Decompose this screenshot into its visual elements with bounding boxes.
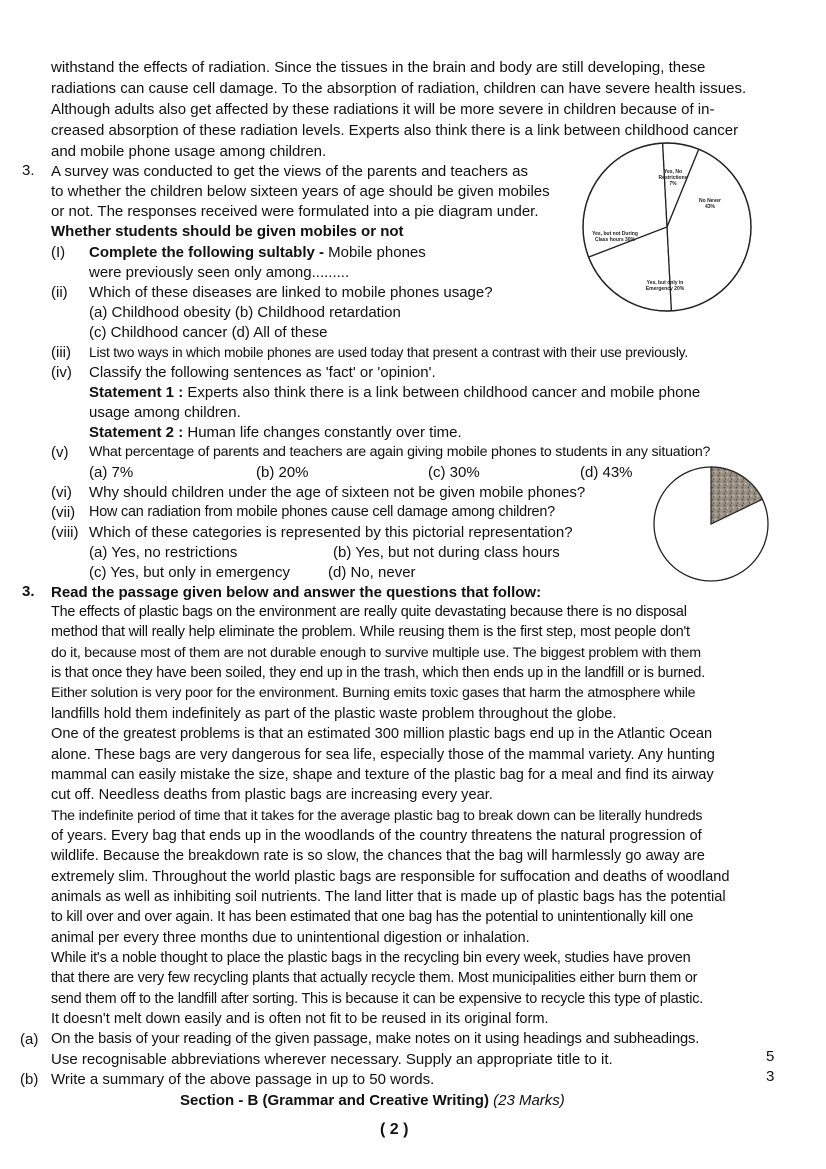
option-d: (d) 43% bbox=[580, 464, 633, 481]
passage-line: The indefinite period of time that it takes for the average plastic bag to break down can be literally hundreds bbox=[51, 807, 703, 824]
passage-question-text: Write a summary of the above passage in up to 50 words. bbox=[51, 1071, 435, 1088]
passage-line: cut off. Needless deaths from plastic bags are increasing every year. bbox=[51, 787, 493, 804]
question-number: 3. bbox=[22, 162, 35, 179]
statement-1 bbox=[89, 383, 700, 402]
passage-line: send them off to the landfill after sorting. This is because it can be expensive to recycle this type of plastic. bbox=[51, 990, 703, 1007]
survey-intro-line: A survey was conducted to get the views of the parents and teachers as bbox=[51, 163, 528, 180]
intro-line: Although adults also get affected by these radiations it will be more severe in children because of in- bbox=[51, 101, 715, 118]
intro-line: and mobile phone usage among children. bbox=[51, 143, 327, 160]
question-number: 3. bbox=[22, 583, 35, 600]
passage-line: that there are very few recycling plants that actually recycle them. Most municipalities either burn them or bbox=[51, 970, 698, 987]
statement-text: Experts also think there is a link between childhood cancer and mobile phone bbox=[183, 384, 701, 401]
pie-slice-label: Yes, No Restrictions 7% bbox=[658, 169, 688, 187]
passage-line: do it, because most of them are not durable enough to survive multiple use. The biggest problem with them bbox=[51, 644, 701, 661]
option-c: (c) 30% bbox=[428, 464, 480, 481]
sub-question-text: List two ways in which mobile phones are used today that present a contrast with their use previously. bbox=[89, 345, 688, 360]
sub-question-label: (v) bbox=[51, 444, 69, 461]
sub-question-text: Which of these diseases are linked to mobile phones usage? bbox=[89, 284, 493, 301]
intro-line: radiations can cause cell damage. To the absorption of radiation, children can have severe health issues. bbox=[51, 80, 747, 97]
section-marks: (23 Marks) bbox=[493, 1092, 565, 1109]
option-c: (c) Yes, but only in emergency bbox=[89, 564, 290, 581]
option-a: (a) 7% bbox=[89, 464, 134, 481]
survey-intro-line: or not. The responses received were formulated into a pie diagram under. bbox=[51, 203, 539, 220]
sub-question-label: (I) bbox=[51, 244, 66, 261]
marks: 5 bbox=[766, 1048, 775, 1065]
sub-question-label: (viii) bbox=[51, 524, 79, 541]
survey-intro-line: to whether the children below sixteen years of age should be given mobiles bbox=[51, 183, 550, 200]
section-title: Section - B (Grammar and Creative Writing) bbox=[180, 1092, 489, 1109]
passage-line: It doesn't melt down easily and is often not fit to be reused in its original form. bbox=[51, 1011, 549, 1027]
passage-line: landfills hold them indefinitely as part of the plastic waste problem throughout the globe. bbox=[51, 705, 617, 722]
passage-line: One of the greatest problems is that an estimated 300 million plastic bags end up in the Atlantic Ocean bbox=[51, 726, 713, 743]
pie-slice-label: Yes, but only in Emergency 20% bbox=[645, 280, 685, 292]
survey-pie-chart bbox=[580, 140, 755, 315]
passage-line: alone. These bags are very dangerous for sea life, especially those of the mammal variety. Any hunting bbox=[51, 746, 715, 763]
sub-question-text: Classify the following sentences as 'fact' or 'opinion'. bbox=[89, 364, 436, 381]
option-line: (a) Childhood obesity (b) Childhood retardation bbox=[89, 304, 401, 321]
sub-question-text: Mobile phones bbox=[324, 244, 426, 261]
passage-line: of years. Every bag that ends up in the woodlands of the country threatens the natural progression of bbox=[51, 827, 702, 844]
passage-line: to kill over and over again. It has been estimated that one bag has the potential to unintentionally kill one bbox=[51, 909, 694, 926]
passage-question-label: (a) bbox=[20, 1031, 39, 1048]
option-line: (c) Childhood cancer (d) All of these bbox=[89, 324, 328, 341]
marks: 3 bbox=[766, 1068, 775, 1085]
passage-line: animal per every three months due to unintentional digestion or inhalation. bbox=[51, 929, 530, 946]
passage-line: animals as well as inhibiting soil nutrients. The land litter that is made up of plastic bags has the potential bbox=[51, 888, 726, 905]
pie-slice-label: Yes, but not During Class hours 30% bbox=[592, 231, 638, 243]
page-number: ( 2 ) bbox=[380, 1121, 409, 1138]
sub-question-label: (ii) bbox=[51, 284, 68, 301]
intro-line: withstand the effects of radiation. Since the tissues in the brain and body are still developing, these bbox=[51, 59, 706, 76]
sub-question-label: (iv) bbox=[51, 364, 72, 381]
sub-question-text: were previously seen only among......... bbox=[89, 264, 350, 281]
passage-heading: Read the passage given below and answer the questions that follow: bbox=[51, 584, 542, 601]
passage-line: While it's a noble thought to place the plastic bags in the recycling bin every week, studies have proven bbox=[51, 950, 691, 966]
sub-question-label: (iii) bbox=[51, 344, 71, 361]
sub-question-i bbox=[89, 243, 426, 262]
pictorial-pie-icon bbox=[645, 462, 775, 584]
section-heading bbox=[180, 1091, 565, 1110]
pie-slice-label: No Never 43% bbox=[699, 198, 721, 210]
passage-line: wildlife. Because the breakdown rate is so slow, the chances that the bag will harmlessly go away are bbox=[51, 848, 705, 865]
passage-question-label: (b) bbox=[20, 1071, 39, 1088]
option-b: (b) Yes, but not during class hours bbox=[333, 544, 560, 561]
sub-question-lead: Complete the following sultably - bbox=[89, 244, 325, 261]
statement-label: Statement 2 : bbox=[89, 424, 184, 441]
sub-question-text: Which of these categories is represented by this pictorial representation? bbox=[89, 524, 573, 541]
sub-question-label: (vii) bbox=[51, 504, 76, 521]
sub-question-text: How can radiation from mobile phones cause cell damage among children? bbox=[89, 504, 555, 520]
option-d: (d) No, never bbox=[328, 564, 416, 581]
sub-question-text: Why should children under the age of sixteen not be given mobile phones? bbox=[89, 484, 586, 501]
passage-line: method that will really help eliminate the problem. While reusing them is the first step, most people don't bbox=[51, 624, 690, 641]
sub-question-label: (vi) bbox=[51, 484, 72, 501]
sub-question-text: What percentage of parents and teachers are again giving mobile phones to students in any situation? bbox=[89, 444, 711, 460]
statement-2 bbox=[89, 423, 462, 442]
passage-line: Either solution is very poor for the environment. Burning emits toxic gases that harm the atmosphere while bbox=[51, 685, 696, 702]
option-a: (a) Yes, no restrictions bbox=[89, 544, 238, 561]
statement-label: Statement 1 : bbox=[89, 384, 184, 401]
passage-question-text: On the basis of your reading of the given passage, make notes on it using headings and subheadings. bbox=[51, 1031, 700, 1047]
passage-question-text: Use recognisable abbreviations wherever necessary. Supply an appropriate title to it. bbox=[51, 1051, 613, 1068]
statement-text: usage among children. bbox=[89, 404, 241, 421]
intro-line: creased absorption of these radiation levels. Experts also think there is a link between childhood cancer bbox=[51, 122, 739, 139]
chart-heading: Whether students should be given mobiles or not bbox=[51, 223, 404, 240]
statement-text: Human life changes constantly over time. bbox=[183, 424, 462, 441]
passage-line: The effects of plastic bags on the environment are really quite devastating because there is no disposal bbox=[51, 604, 687, 620]
passage-line: is that once they have been soiled, they end up in the trash, which then ends up in the landfill or is burned. bbox=[51, 665, 706, 681]
option-b: (b) 20% bbox=[256, 464, 309, 481]
passage-line: mammal can easily mistake the size, shape and texture of the plastic bag for a meal and find its airway bbox=[51, 766, 714, 783]
passage-line: extremely slim. Throughout the world plastic bags are responsible for suffocation and deaths of woodland bbox=[51, 868, 730, 885]
